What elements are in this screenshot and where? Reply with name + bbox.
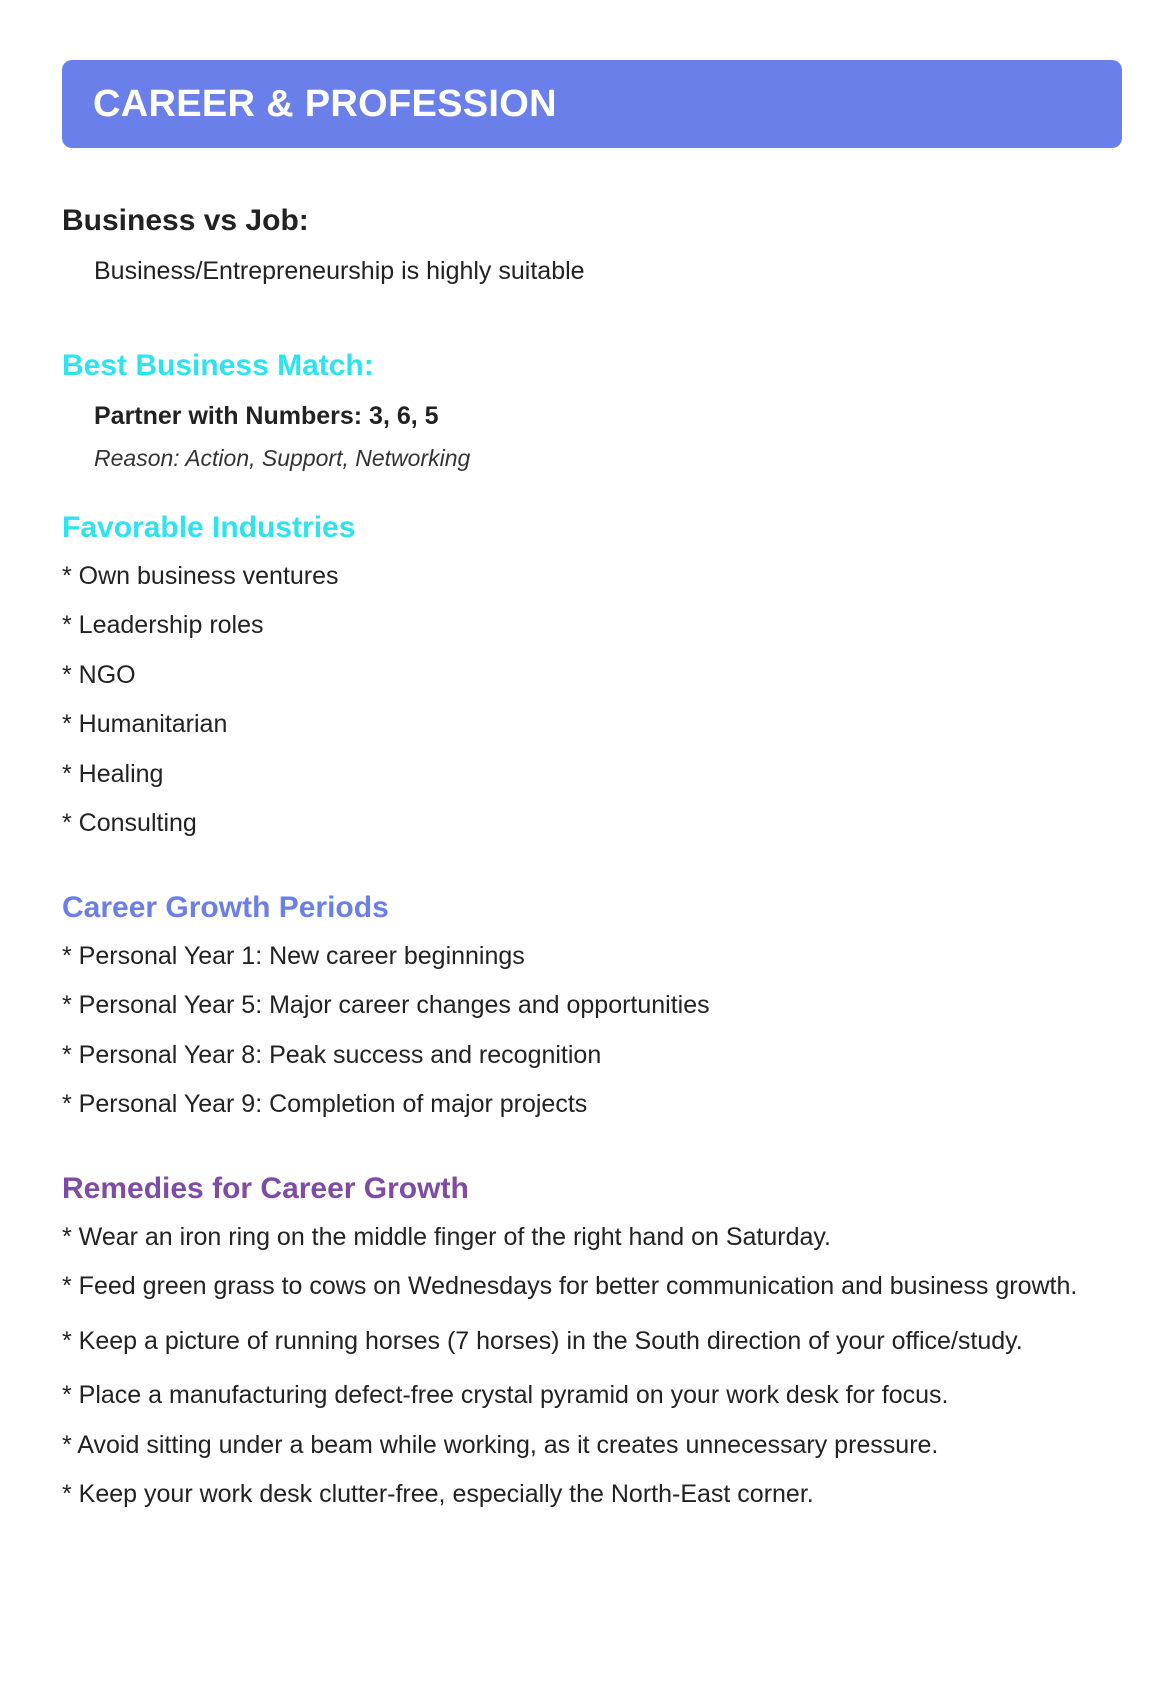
list-item: * Keep a picture of running horses (7 horses) in the South direction of your office/study. xyxy=(62,1326,1023,1355)
business-vs-job-section xyxy=(62,203,1120,288)
section-banner xyxy=(62,60,1122,148)
best-business-match-heading: Best Business Match: xyxy=(62,348,374,382)
list-item: * Place a manufacturing defect-free crystal pyramid on your work desk for focus. xyxy=(62,1381,949,1409)
list-item: * Personal Year 1: New career beginnings xyxy=(62,941,525,970)
career-growth-periods-heading: Career Growth Periods xyxy=(62,890,389,924)
list-item: * Feed green grass to cows on Wednesdays for better communication and business growth. xyxy=(62,1272,1078,1300)
remedies-section xyxy=(62,1171,1120,1511)
career-growth-periods-section xyxy=(62,890,1120,1121)
list-item: * Humanitarian xyxy=(62,710,228,738)
list-item: * Wear an iron ring on the middle finger of the right hand on Saturday. xyxy=(62,1222,831,1251)
remedies-heading: Remedies for Career Growth xyxy=(62,1171,469,1205)
list-item: * Avoid sitting under a beam while working, as it creates unnecessary pressure. xyxy=(62,1430,939,1459)
list-item: * Healing xyxy=(62,759,164,788)
business-vs-job-heading: Business vs Job: xyxy=(62,204,309,237)
career-growth-periods-list xyxy=(62,940,1120,1121)
banner-title: CAREER & PROFESSION xyxy=(93,83,557,125)
list-item: * Consulting xyxy=(62,809,197,837)
business-vs-job-text: Business/Entrepreneurship is highly suitable xyxy=(94,257,585,285)
list-item: * Leadership roles xyxy=(62,611,264,639)
list-item: * Personal Year 9: Completion of major projects xyxy=(62,1090,588,1118)
favorable-industries-section xyxy=(62,510,1120,840)
favorable-industries-heading: Favorable Industries xyxy=(62,510,356,544)
best-business-match-section xyxy=(62,348,1120,472)
remedies-list xyxy=(62,1221,1082,1511)
favorable-industries-list xyxy=(62,560,1120,840)
list-item: * Own business ventures xyxy=(62,561,339,590)
list-item: * Personal Year 5: Major career changes and opportunities xyxy=(62,991,710,1019)
partner-reason: Reason: Action, Support, Networking xyxy=(94,444,471,471)
list-item: * NGO xyxy=(62,660,136,689)
list-item: * Keep your work desk clutter-free, especially the North-East corner. xyxy=(62,1480,814,1508)
list-item: * Personal Year 8: Peak success and recognition xyxy=(62,1040,602,1069)
partner-numbers: Partner with Numbers: 3, 6, 5 xyxy=(94,401,439,430)
